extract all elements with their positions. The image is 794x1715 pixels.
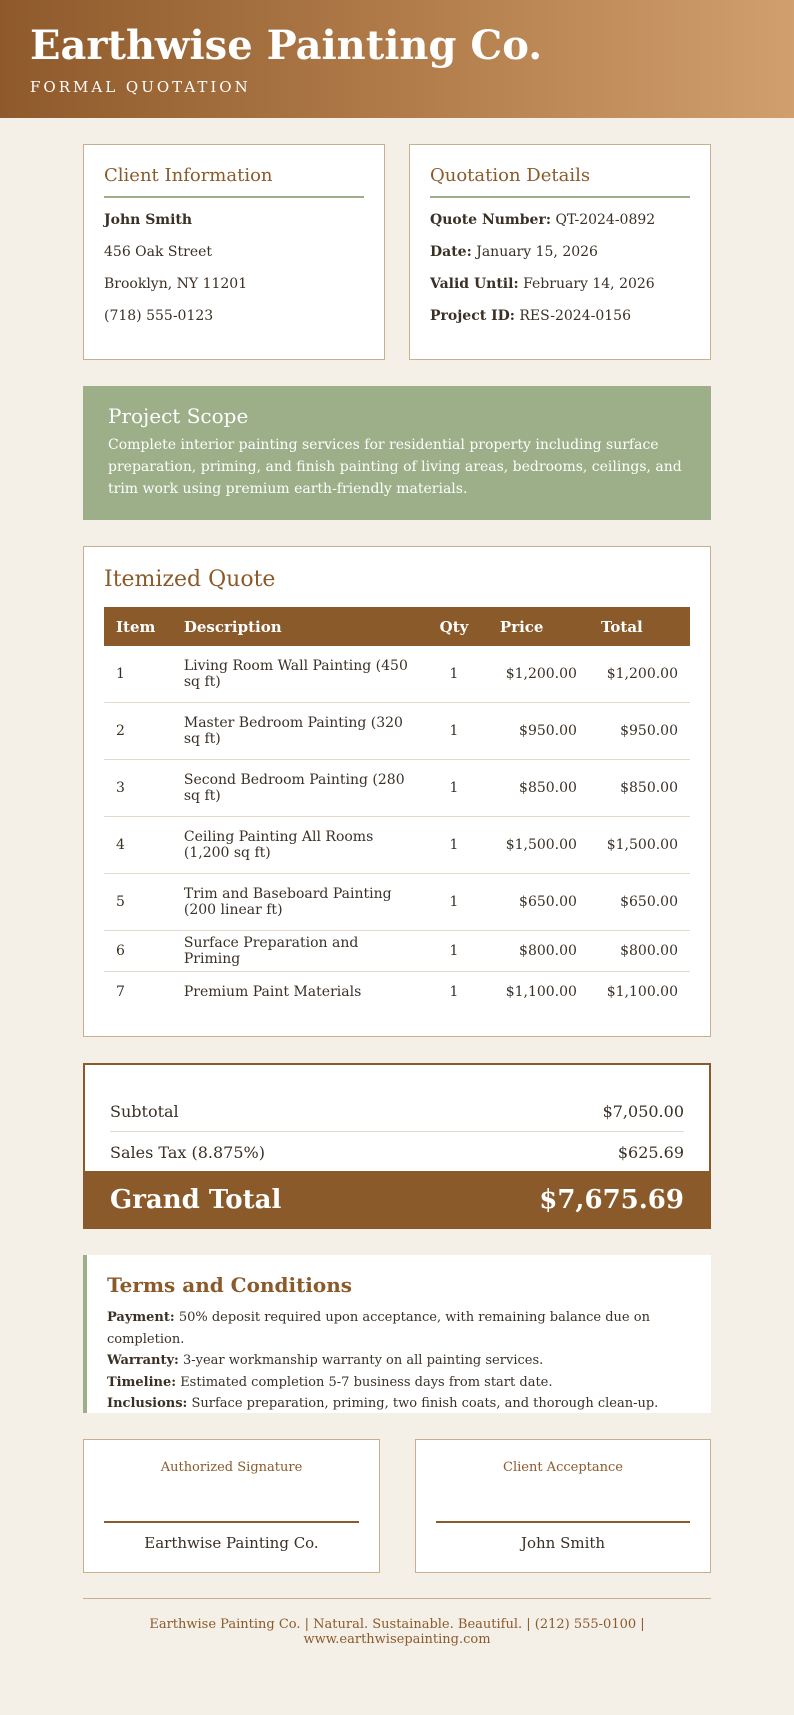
tax-row xyxy=(110,1132,684,1172)
grand-total-bar xyxy=(83,1171,711,1229)
itemized-quote xyxy=(83,546,711,1037)
row-description: Trim and Baseboard Painting (200 linear ft) xyxy=(172,874,420,931)
quote-date: January 15, 2026 xyxy=(476,244,598,260)
row-price: $1,100.00 xyxy=(505,984,577,1000)
tax-value: $625.69 xyxy=(617,1142,684,1162)
document-body xyxy=(83,118,711,1647)
page-header xyxy=(0,0,794,118)
col-qty: Qty xyxy=(420,607,488,646)
signature-line xyxy=(436,1521,690,1523)
table-row xyxy=(104,817,690,874)
row-price: $1,200.00 xyxy=(488,646,589,703)
row-total: $800.00 xyxy=(589,931,690,972)
row-total: $950.00 xyxy=(589,703,690,760)
valid-until-label: Valid Until: xyxy=(430,276,519,292)
row-description: Living Room Wall Painting (450 sq ft) xyxy=(172,646,420,703)
quote-table-header xyxy=(104,607,690,646)
term-timeline-label: Timeline: xyxy=(107,1374,177,1390)
row-description: Ceiling Painting All Rooms (1,200 sq ft) xyxy=(172,817,420,874)
signature-row xyxy=(83,1439,711,1573)
row-qty: 1 xyxy=(420,874,488,931)
row-item: 7 xyxy=(116,984,125,1000)
row-price: $800.00 xyxy=(488,931,589,972)
table-row xyxy=(104,874,690,931)
row-description: Surface Preparation and Priming xyxy=(172,931,420,972)
client-info-heading: Client Information xyxy=(104,165,364,198)
term-payment-text: 50% deposit required upon acceptance, with remaining balance due on completion. xyxy=(107,1310,650,1347)
client-name: John Smith xyxy=(104,212,193,228)
row-item: 4 xyxy=(104,817,172,874)
project-id-label: Project ID: xyxy=(430,308,515,324)
row-description: Premium Paint Materials xyxy=(183,984,362,1000)
row-qty: 1 xyxy=(420,817,488,874)
row-price: $1,500.00 xyxy=(488,817,589,874)
client-info-card xyxy=(83,144,385,360)
quote-number: QT-2024-0892 xyxy=(555,212,656,228)
subtotal-row xyxy=(110,1091,684,1132)
row-total: $1,100.00 xyxy=(606,984,678,1000)
col-item: Item xyxy=(104,607,172,646)
client-signer-name: John Smith xyxy=(520,1534,606,1552)
tax-label: Sales Tax (8.875%) xyxy=(110,1142,265,1162)
row-price: $950.00 xyxy=(488,703,589,760)
grand-total-label: Grand Total xyxy=(110,1185,282,1215)
terms-heading: Terms and Conditions xyxy=(107,1273,353,1297)
row-item: 3 xyxy=(104,760,172,817)
col-description: Description xyxy=(172,607,420,646)
table-row xyxy=(104,972,690,1013)
signature-line xyxy=(104,1521,359,1523)
row-total: $850.00 xyxy=(589,760,690,817)
authorized-signature-box xyxy=(83,1439,380,1573)
quote-details-card xyxy=(409,144,711,360)
subtotal-label: Subtotal xyxy=(110,1101,179,1121)
row-item: 6 xyxy=(104,931,172,972)
term-inclusions-text: Surface preparation, priming, two finish coats, and thorough clean-up. xyxy=(191,1396,659,1411)
term-inclusions-label: Inclusions: xyxy=(107,1396,188,1411)
page-footer: Earthwise Painting Co. | Natural. Sustainable. Beautiful. | (212) 555-0100 | www.earthwisepainting.com xyxy=(83,1598,711,1647)
term-timeline-text: Estimated completion 5-7 business days from start date. xyxy=(180,1374,553,1390)
table-row xyxy=(104,646,690,703)
row-qty: 1 xyxy=(449,984,459,1000)
row-price: $650.00 xyxy=(488,874,589,931)
col-price: Price xyxy=(488,607,589,646)
row-total: $650.00 xyxy=(589,874,690,931)
valid-until-line xyxy=(430,275,690,294)
authorized-signature-label: Authorized Signature xyxy=(160,1460,303,1475)
project-id: RES-2024-0156 xyxy=(519,308,631,324)
row-price: $850.00 xyxy=(488,760,589,817)
client-acceptance-label: Client Acceptance xyxy=(503,1460,623,1475)
quote-number-label: Quote Number: xyxy=(430,212,551,228)
authorized-signer-name: Earthwise Painting Co. xyxy=(144,1534,319,1552)
client-street: 456 Oak Street xyxy=(104,244,213,260)
term-payment xyxy=(107,1307,691,1350)
client-acceptance-box xyxy=(415,1439,711,1573)
table-row xyxy=(104,760,690,817)
row-item: 1 xyxy=(104,646,172,703)
project-scope xyxy=(83,386,711,520)
totals-box xyxy=(83,1063,711,1229)
row-qty: 1 xyxy=(420,760,488,817)
client-city: Brooklyn, NY 11201 xyxy=(104,276,248,292)
table-row xyxy=(104,703,690,760)
quote-date-line xyxy=(430,243,690,262)
valid-until: February 14, 2026 xyxy=(523,276,655,292)
col-total: Total xyxy=(589,607,690,646)
table-row xyxy=(104,931,690,972)
subtotal-value: $7,050.00 xyxy=(602,1101,684,1121)
row-description: Second Bedroom Painting (280 sq ft) xyxy=(172,760,420,817)
terms-section xyxy=(83,1255,711,1413)
row-total: $1,500.00 xyxy=(589,817,690,874)
grand-total-value: $7,675.69 xyxy=(539,1185,684,1215)
term-warranty-text: 3-year workmanship warranty on all painting services. xyxy=(182,1353,544,1368)
company-name: Earthwise Painting Co. xyxy=(30,22,543,69)
itemized-quote-heading: Itemized Quote xyxy=(104,567,276,592)
project-scope-heading: Project Scope xyxy=(108,404,249,428)
quote-table xyxy=(104,607,690,1012)
client-phone: (718) 555-0123 xyxy=(104,308,214,324)
row-item: 5 xyxy=(104,874,172,931)
term-timeline xyxy=(107,1372,691,1394)
row-total: $1,200.00 xyxy=(589,646,690,703)
term-warranty xyxy=(107,1350,691,1372)
row-item: 2 xyxy=(104,703,172,760)
term-inclusions xyxy=(107,1393,691,1415)
row-qty: 1 xyxy=(420,646,488,703)
quote-details-heading: Quotation Details xyxy=(430,165,690,198)
row-qty: 1 xyxy=(420,703,488,760)
row-description: Master Bedroom Painting (320 sq ft) xyxy=(172,703,420,760)
project-scope-text: Complete interior painting services for residential property including surface preparation, priming, and finish painting of living areas, bedrooms, ceilings, and trim work using premium earth-friendly materials. xyxy=(108,437,682,497)
term-payment-label: Payment: xyxy=(107,1310,175,1325)
document-subtitle: FORMAL QUOTATION xyxy=(30,78,251,96)
info-row xyxy=(83,144,711,360)
project-id-line xyxy=(430,307,690,326)
row-qty: 1 xyxy=(420,931,488,972)
quote-number-line xyxy=(430,211,690,230)
quote-date-label: Date: xyxy=(430,244,472,260)
term-warranty-label: Warranty: xyxy=(107,1353,179,1368)
